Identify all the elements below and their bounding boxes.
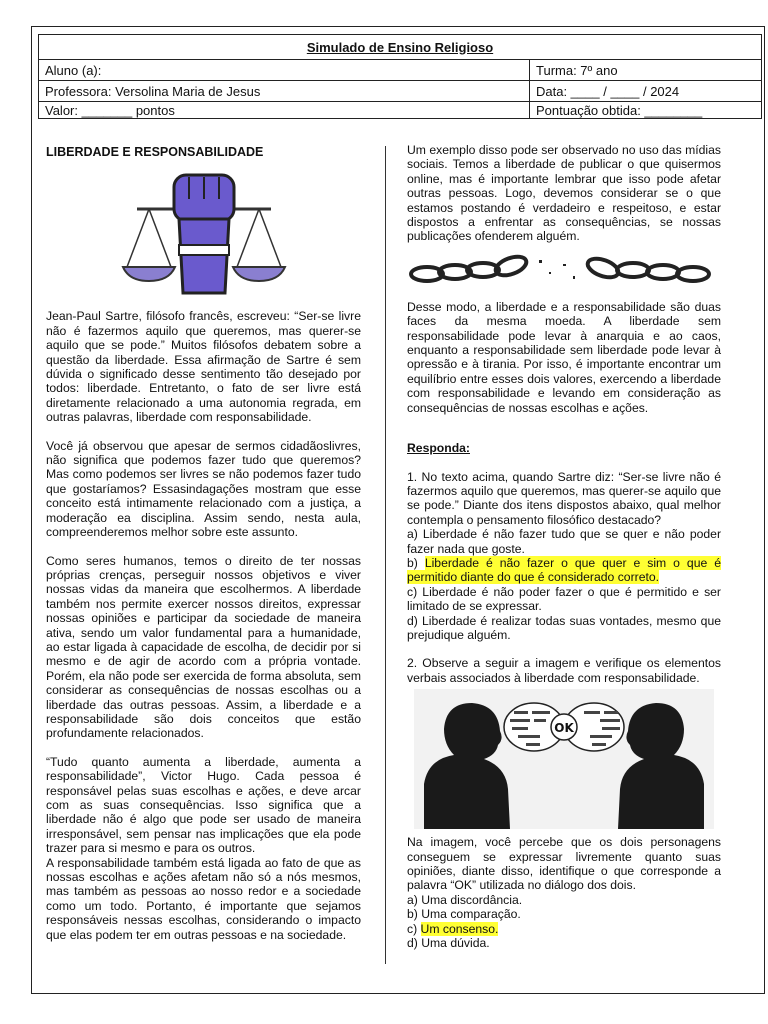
broken-chain-icon xyxy=(407,250,719,292)
option-c-prefix: c) xyxy=(407,921,421,936)
question-1-option-a: a) Liberdade é não fazer tudo que se quer e não poder fazer nada que goste. xyxy=(407,527,721,556)
paragraph-1: Jean-Paul Sartre, filósofo francês, escreveu: “Ser-se livre não é fazermos aquilo que queremos, mas querer-se aquilo que se pode.” Muitos filósofos debatem sobre a questão da liberdade. Essa afirmação de Sartre é sem dúvida o significado desse sentimento tão desejado por todos: liberdade. Entretanto, o fato de ser livre está diretamente relacionado a uma autonomia regrada, em outras palavras, liberdade com responsabilidade. xyxy=(46,309,361,425)
question-2-option-a: a) Uma discordância. xyxy=(407,892,523,907)
right-column xyxy=(407,143,721,950)
paragraph-6: Um exemplo disso pode ser observado no uso das mídias sociais. Temos a liberdade de publicar o que quisermos online, mas é importante lembrar que isso pode afetar outras pessoas. Logo, devemos considerar se o que estamos postando é verdadeiro e respeitoso, e estar dispostos a enfrentar as consequências, se nossas publicações ofenderem alguém. xyxy=(407,143,721,244)
ok-label: OK xyxy=(554,721,574,736)
student-field: Aluno (a): xyxy=(39,60,530,81)
question-1-option-c: c) Liberdade é não poder fazer o que é permitido e ser limitado de se expressar. xyxy=(407,584,721,614)
highlighted-answer-2: Um consenso. xyxy=(420,921,499,936)
paragraph-2: Você já observou que apesar de sermos cidadãoslivres, não significa que podemos fazer tudo que queremos? Mas como podemos ser livres se não podemos fazer tudo que gostaríamos? Essasindagações mostram que esse conceito está intimamente relacionado com a justiça, a moderação ea disciplina. Assim sendo, nesta aula, compreenderemos melhor sobre este assunto. xyxy=(46,438,361,540)
question-1-option-d: d) Liberdade é realizar todas suas vontades, mesmo que prejudique alguém. xyxy=(407,613,721,642)
document-title: Simulado de Ensino Religioso xyxy=(39,35,762,60)
highlighted-answer: Liberdade é não fazer o que quer e sim o que é permitido diante do que é considerado correto. xyxy=(407,555,721,585)
paragraph-7: Desse modo, a liberdade e a responsabilidade são duas faces da mesma moeda. A liberdade sem responsabilidade pode levar à anarquia e ao caos, enquanto a responsabilidade sem liberdade pode levar à opressão e à tirania. Por isso, é importante encontrar um equilíbrio entre esses dois valores, exercendo a liberdade com responsabilidade e levando em consideração as consequências de nossas escolhas e ações. xyxy=(407,299,721,415)
score-field: Pontuação obtida: ________ xyxy=(530,102,762,119)
paragraph-4: “Tudo quanto aumenta a liberdade, aumenta a responsabilidade”, Victor Hugo. Cada pessoa é responsável pelas suas escolhas e ações, e deve arcar com as suas consequências. Isso significa que a liberdade não é algo que pode ser usado de maneira irresponsável, sem pensar nas implicações que ela pode trazer para si mesmo e para os outros. xyxy=(46,754,361,856)
article-title: LIBERDADE E RESPONSABILIDADE xyxy=(46,145,264,159)
question-2-prompt: Na imagem, você percebe que os dois personagens conseguem se expressar livremente quanto suas opiniões, diante disso, identifique o que corresponde a palavra “OK” utilizada no diálogo dos dois. xyxy=(407,835,721,893)
class-field: Turma: 7º ano xyxy=(530,60,762,81)
option-b-prefix: b) xyxy=(407,555,425,570)
teacher-field: Professora: Versolina Maria de Jesus xyxy=(39,81,530,102)
value-field: Valor: _______ pontos xyxy=(39,102,530,119)
dialogue-people-icon xyxy=(414,689,714,829)
question-2-option-c xyxy=(407,922,721,936)
question-1 xyxy=(407,470,721,643)
question-2 xyxy=(407,656,721,950)
paragraph-5: A responsabilidade também está ligada ao fato de que as nossas escolhas e ações afetam não só a nós mesmos, mas também as pessoas ao nosso redor e a sociedade como um todo. Portanto, é importante que sejamos responsáveis nessas escolhas, considerando o impacto que elas podem ter em outras pessoas e na sociedade. xyxy=(46,855,361,942)
question-2-option-d: d) Uma dúvida. xyxy=(407,936,490,951)
paragraph-3: Como seres humanos, temos o direito de ter nossas próprias crenças, perseguir nossos objetivos e viver nossas vidas da maneira que escolhermos. A liberdade também nos permite exercer nossos direitos, expressar nossas opiniões e participar da sociedade de maneira ativa, sendo um valor fundamental para a humanidade, ao estar ligada à capacidade de escolha, de decidir por si mesmo e de agir de acordo com a própria vontade. Porém, ela não pode ser exercida de forma absoluta, sem considerar as consequências de nossas escolhas ou a liberdade das outras pessoas. Assim, a liberdade e a responsabilidade são dois conceitos que estão profundamente relacionados. xyxy=(46,553,361,741)
question-1-stem: 1. No texto acima, quando Sartre diz: “Ser-se livre não é fazermos aquilo que queremos, mas querer-se aquilo que se pode.” Diante dos itens dispostos abaixo, qual melhor contempla o pensamento filosófico destacado? xyxy=(407,469,721,527)
question-1-option-b xyxy=(407,556,721,585)
questions-heading: Responda: xyxy=(407,441,470,456)
left-column xyxy=(46,143,361,956)
question-2-stem: 2. Observe a seguir a imagem e verifique os elementos verbais associados à liberdade com responsabilidade. xyxy=(407,656,721,685)
column-divider xyxy=(385,146,386,964)
question-2-option-b: b) Uma comparação. xyxy=(407,907,521,922)
header-table xyxy=(38,34,762,119)
fist-scale-icon xyxy=(119,169,289,299)
date-field: Data: ____ / ____ / 2024 xyxy=(530,81,762,102)
